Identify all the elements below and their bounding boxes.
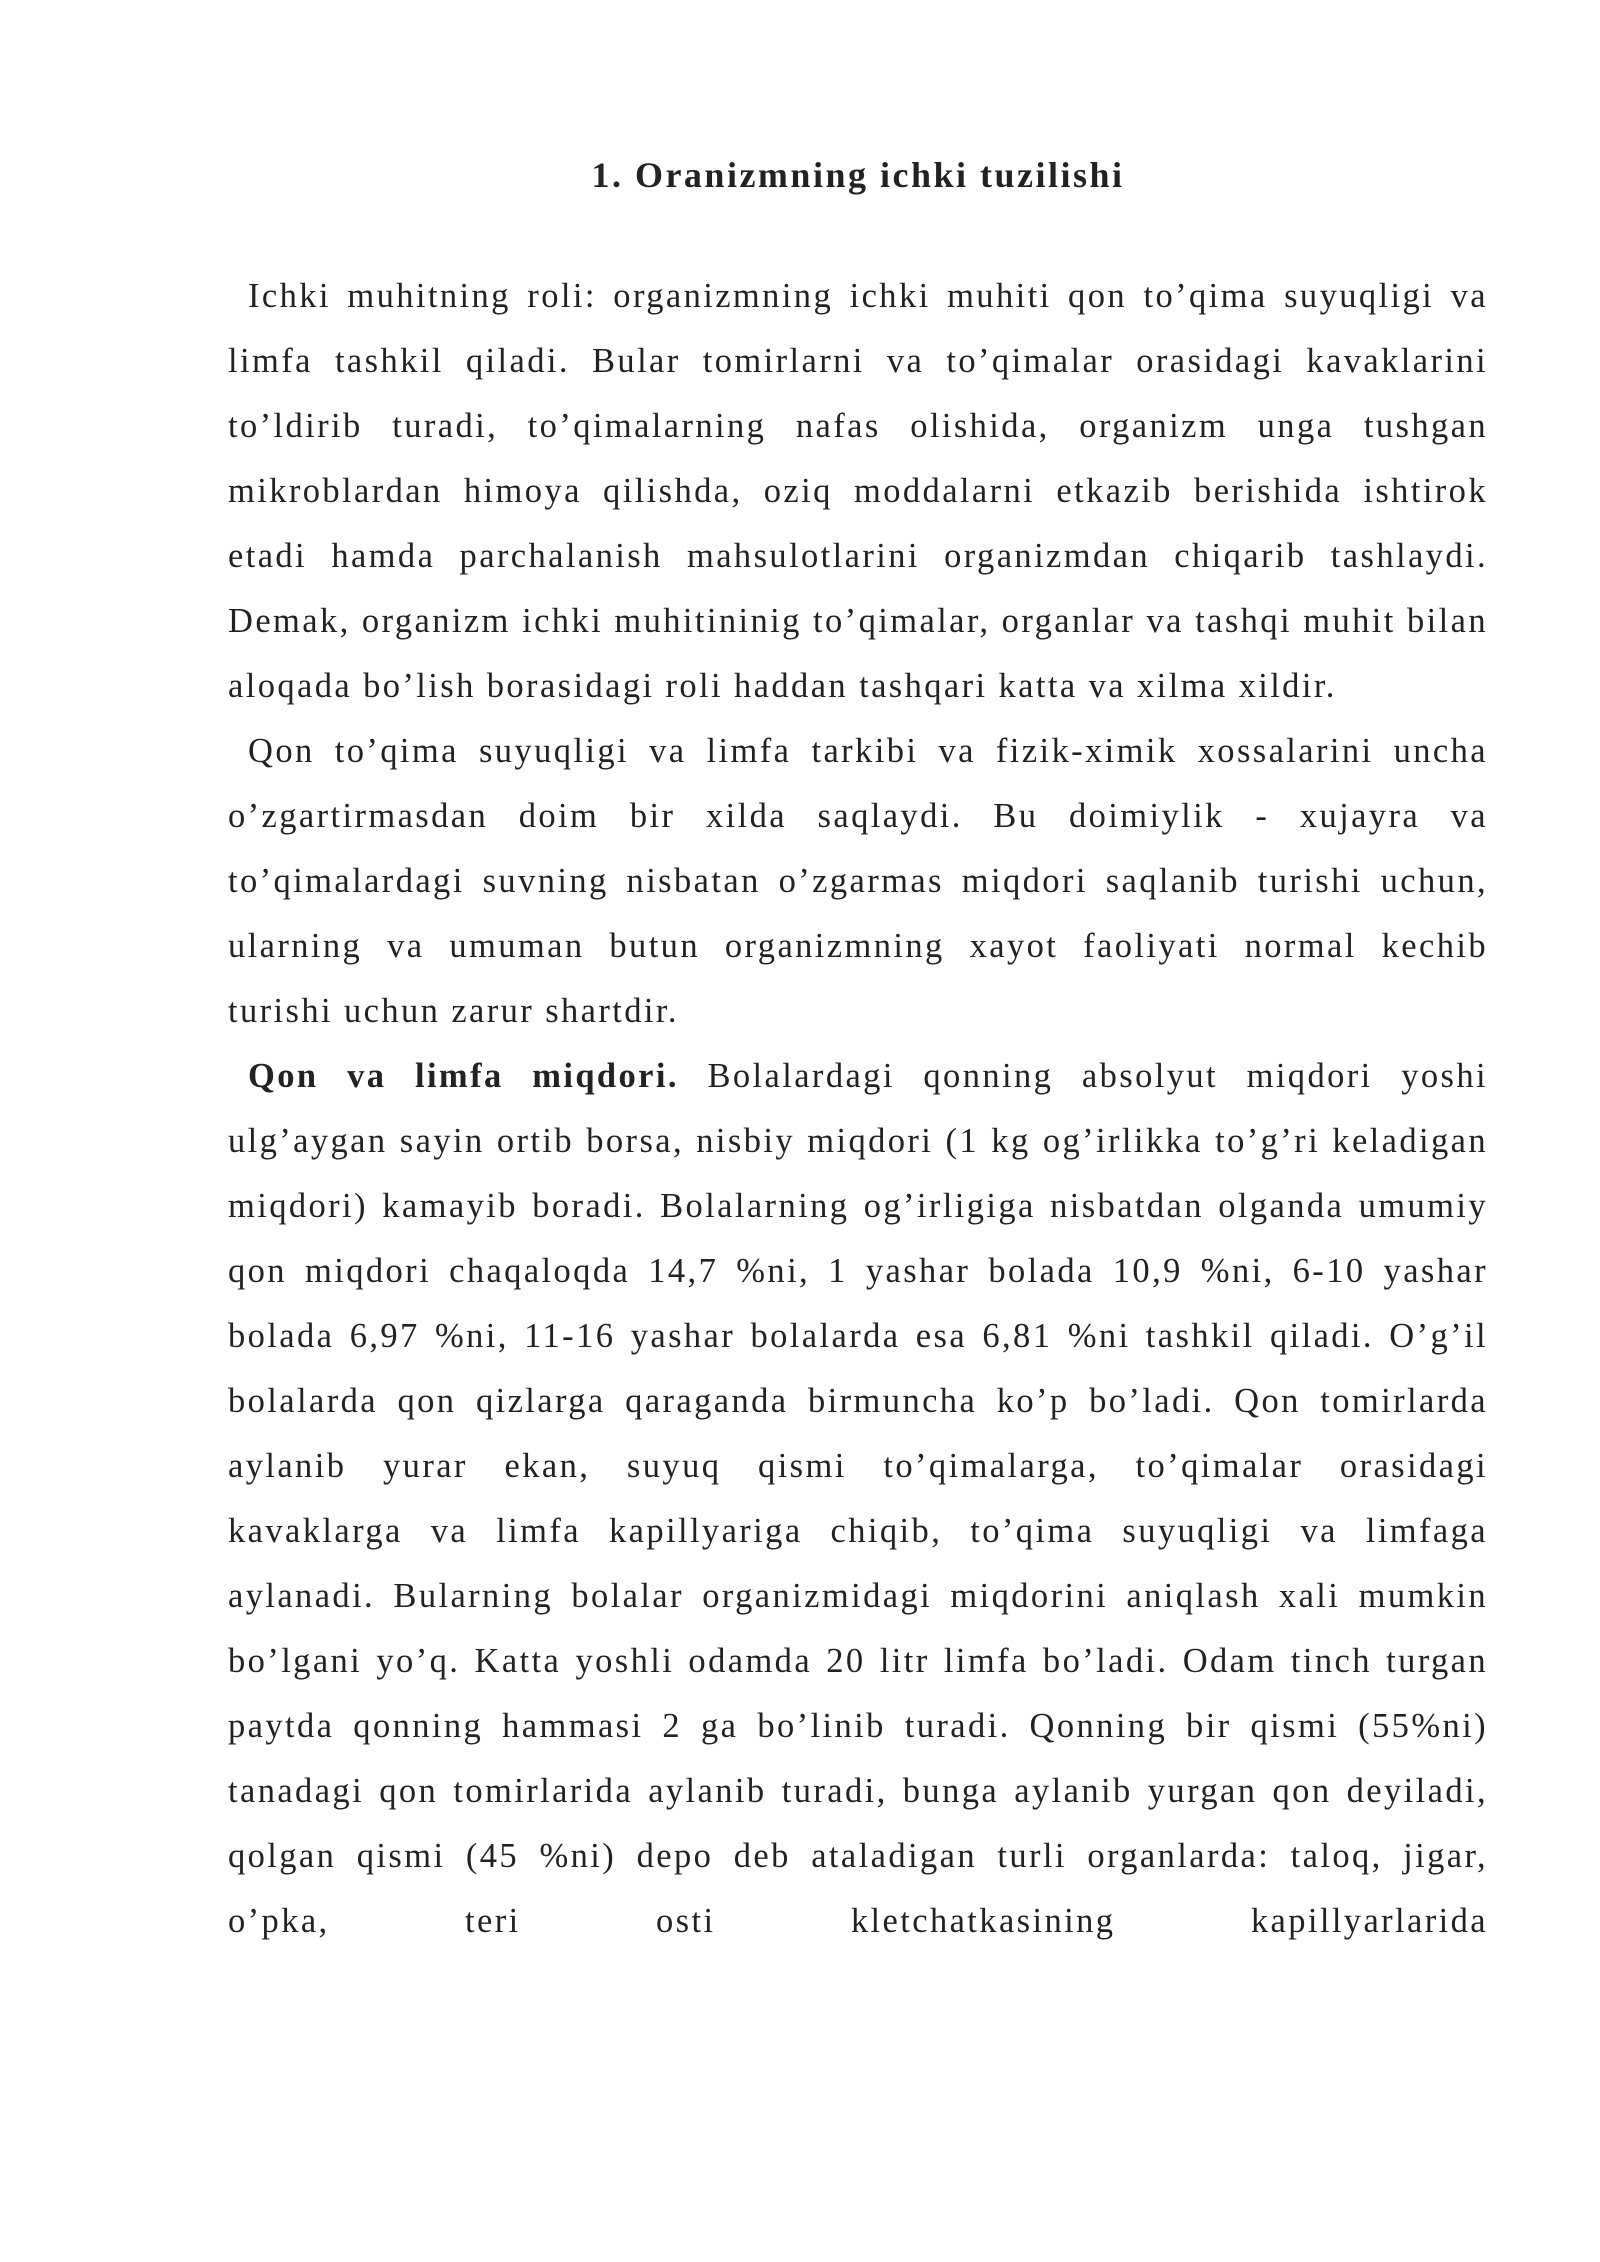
- paragraph-lead-heading: Qon va limfa miqdori.: [248, 1057, 679, 1095]
- paragraph-text: Ichki muhitning roli: organizmning ichki muhiti qon to’qima suyuqligi va limfa tashkil qiladi. Bular tomirlarni va to’qimalar orasidagi kavaklarini to’ldirib turadi, to’qimalarning nafas olishida, organizm unga tushgan mikroblardan himoya qilishda, oziq moddalarni etkazib berishida ishtirok etadi hamda parchalanish mahsulotlarini organizmdan chiqarib tashlaydi. Demak, organizm ichki muhitininig to’qimalar, organlar va tashqi muhit bilan aloqada bo’lish borasidagi roli haddan tashqari katta va xilma xildir.: [228, 277, 1488, 705]
- paragraph-internal-environment: [228, 264, 1488, 719]
- paragraph-blood-lymph-amount: [228, 1044, 1488, 1954]
- paragraph-text: Bolalardagi qonning absolyut miqdori yoshi ulg’aygan sayin ortib borsa, nisbiy miqdori (1 kg og’irlikka to’g’ri keladigan miqdori) kamayib boradi. Bolalarning og’irligiga nisbatdan olganda umumiy qon miqdori chaqaloqda 14,7 %ni, 1 yashar bolada 10,9 %ni, 6-10 yashar bolada 6,97 %ni, 11-16 yashar bolalarda esa 6,81 %ni tashkil qiladi. O’g’il bolalarda qon qizlarga qaraganda birmuncha ko’p bo’ladi. Qon tomirlarda aylanib yurar ekan, suyuq qismi to’qimalarga, to’qimalar orasidagi kavaklarga va limfa kapillyariga chiqib, to’qima suyuqligi va limfaga aylanadi. Bularning bolalar organizmidagi miqdorini aniqlash xali mumkin bo’lgani yo’q. Katta yoshli odamda 20 litr limfa bo’ladi. Odam tinch turgan paytda qonning hammasi 2 ga bo’linib turadi. Qonning bir qismi (55%ni) tanadagi qon tomirlarida aylanib turadi, bunga aylanib yurgan qon deyiladi, qolgan qismi (45 %ni) depo deb ataladigan turli organlarda: taloq, jigar, o’pka, teri osti kletchatkasining kapillyarlarida: [228, 1057, 1488, 1940]
- paragraph-text: Qon to’qima suyuqligi va limfa tarkibi va fizik-ximik xossalarini uncha o’zgartirmasdan doim bir xilda saqlaydi. Bu doimiylik - xujayra va to’qimalardagi suvning nisbatan o’zgarmas miqdori saqlanib turishi uchun, ularning va umuman butun organizmning xayot faoliyati normal kechib turishi uchun zarur shartdir.: [228, 732, 1488, 1030]
- paragraph-constancy: [228, 719, 1488, 1044]
- document-page: [228, 150, 1488, 1954]
- page-title: 1. Oranizmning ichki tuzilishi: [591, 155, 1125, 195]
